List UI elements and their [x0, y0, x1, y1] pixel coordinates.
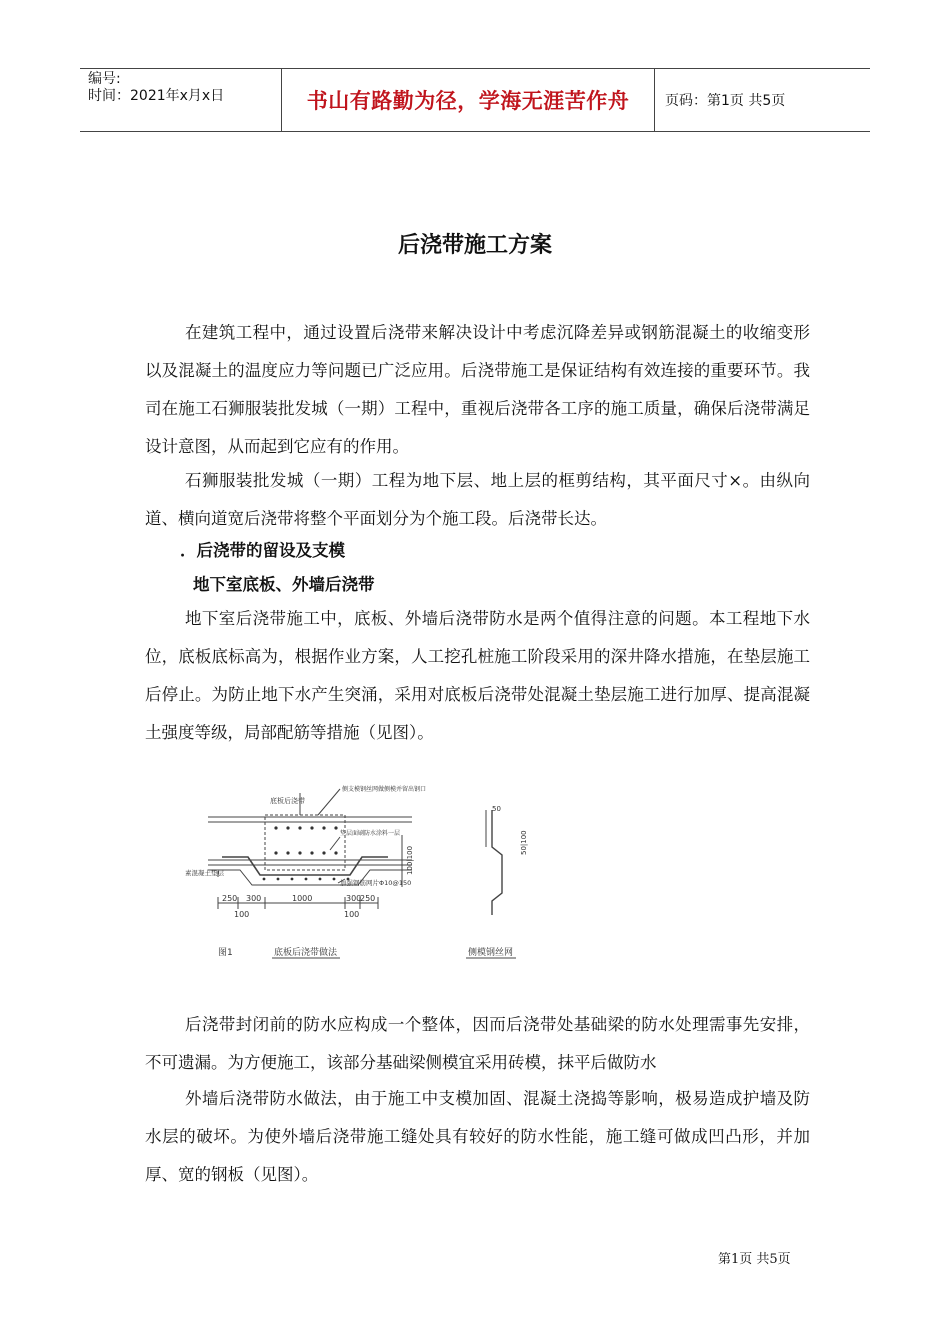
section-heading-1: ．后浇带的留设及支模	[180, 541, 345, 560]
dim-300-right: 300	[346, 894, 362, 903]
dim-250-right: 250	[360, 894, 376, 903]
dim-50: 50	[492, 805, 501, 813]
paragraph-4-text: 后浇带封闭前的防水应构成一个整体，因而后浇带处基础梁的防水处理需事先安排，不可遗漏。为方便施工，该部分基础梁侧模宜采用砖模，抹平后做防水	[145, 1015, 810, 1072]
figure-caption-mesh: 侧模钢丝网	[468, 948, 514, 958]
figure-caption-number: 图1	[218, 948, 233, 958]
dim-100-100: 100|100	[406, 845, 414, 875]
paragraph-5	[145, 1080, 810, 1194]
dim-250-left: 250	[222, 894, 238, 903]
dim-300-left: 300	[246, 894, 262, 903]
label-side-form: 侧支模钢丝网做侧模并留出钢口	[342, 786, 427, 793]
page-footer: 第1页 共5页	[718, 1252, 791, 1267]
header-meta	[80, 69, 281, 131]
paragraph-3	[145, 600, 810, 752]
paragraph-1-text: 在建筑工程中，通过设置后浇带来解决设计中考虑沉降差异或钢筋混凝土的收缩变形以及混凝土的温度应力等问题已广泛应用。后浇带施工是保证结构有效连接的重要环节。我司在施工石狮服装批发城（一期）工程中，重视后浇带各工序的施工质量，确保后浇带满足设计意图，从而起到它应有的作用。	[145, 323, 810, 456]
label-rebar: 加强钢筋网片Φ10@150	[340, 879, 412, 887]
label-cushion: 素混凝土垫层	[185, 869, 224, 877]
motto: 书山有路勤为径，学海无涯苦作舟	[306, 89, 630, 113]
dim-1000: 1000	[292, 894, 313, 903]
dim-50-100: 50|100	[520, 830, 528, 855]
paragraph-1	[145, 314, 810, 466]
paragraph-2-text: 石狮服装批发城（一期）工程为地下层、地上层的框剪结构，其平面尺寸×。由纵向道、横向道宽后浇带将整个平面划分为个施工段。后浇带长达。	[145, 471, 810, 528]
number-label: 编号:	[88, 71, 121, 87]
figure-drawing	[180, 775, 540, 970]
header-motto-cell	[281, 69, 655, 131]
paragraph-3-text: 地下室后浇带施工中，底板、外墙后浇带防水是两个值得注意的问题。本工程地下水位，底板底标高为，根据作业方案，人工挖孔桩施工阶段采用的深井降水措施，在垫层施工后停止。为防止地下水产生突涌，采用对底板后浇带处混凝土垫层施工进行加厚、提高混凝土强度等级，局部配筋等措施（见图）。	[145, 609, 810, 742]
header-page-info: 页码：第1页 共5页	[665, 93, 786, 109]
page-title: 后浇带施工方案	[397, 233, 552, 258]
label-bottom-slab: 底板后浇带	[270, 797, 305, 805]
paragraph-5-text: 外墙后浇带防水做法，由于施工中支模加固、混凝土浇捣等影响，极易造成护墙及防水层的破坏。为使外墙后浇带施工缝处具有较好的防水性能，施工缝可做成凹凸形，并加厚、宽的钢板（见图）。	[145, 1089, 810, 1184]
figure-caption-main: 底板后浇带做法	[274, 948, 338, 958]
paragraph-4	[145, 1006, 810, 1082]
paragraph-2	[145, 462, 810, 538]
dim-100-left: 100	[234, 910, 250, 919]
header-table	[80, 68, 870, 132]
label-waterproof: 垫层面刷防水涂料一层	[340, 830, 401, 837]
figure-bottom-slab	[180, 775, 540, 970]
dim-100-right: 100	[344, 910, 360, 919]
section-heading-2: 地下室底板、外墙后浇带	[193, 575, 375, 594]
time-label: 时间：2021年x月x日	[88, 88, 225, 104]
